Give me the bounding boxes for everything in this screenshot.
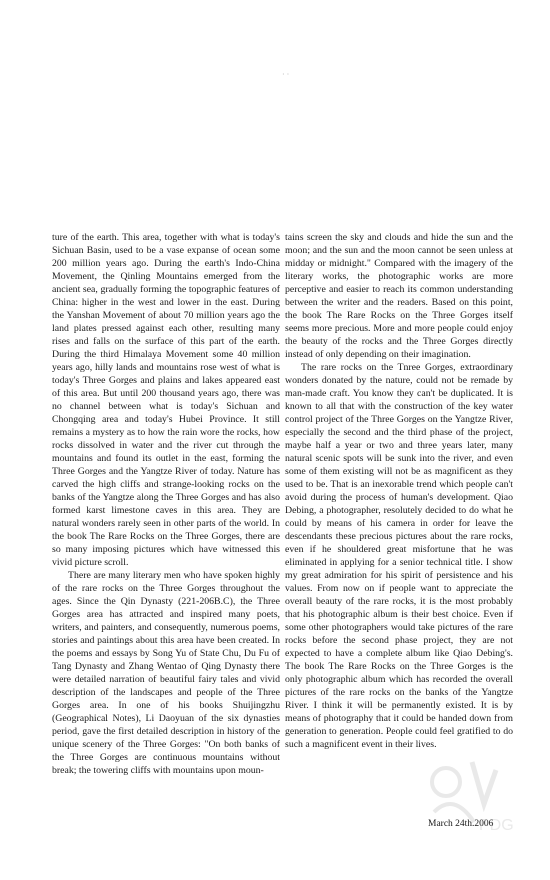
left-column xyxy=(52,231,280,777)
right-paragraph-2: The rare rocks on the Tnree Gorges, extraordinary wonders donated by the nature, could not be remade by man-made craft. You know they can't be duplicated. It is known to all that with the construction of the key water control project of the Three Gorges on the Yangtze River, especially the second and the third phase of the project, maybe half a year or two and three years later, many natural scenic spots will be sunk into the river, and even some of them existing will not be as magnificent as they used to be. That is an inexorable trend which people can't avoid during the process of human's development. Qiao Debing, a photographer, resolutely decided to do what he could by means of his camera in order for leave the descendants these precious pictures about the rare rocks, even if he shouldered great misfortune that he was eliminated in applying for a senior technical title. I show my great admiration for his spirit of persistence and his values. From now on if people want to appreciate the overall beauty of the rare rocks, it is the most probably that his photographic album is their best choice. Even if some other photographers would take pictures of the rare rocks before the second phase project, they are not expected to have a complete album like Qiao Debing's. The book The Rare Rocks on the Three Gorges is the only photographic album which has recorded the overall pictures of the rare rocks on the banks of the Yangtze River. I think it will be permanently existed. It is by means of photography that it could be handed down from generation to generation. People could feel gratified to do such a magnificent event in their lives. xyxy=(285,362,513,750)
watermark-label: PDG xyxy=(479,817,514,834)
left-paragraph-2: There are many literary men who have spoken highly of the rare rocks on the Three Gorges throughout the ages. Since the Qin Dynasty (221-206B.C), the Three Gorges area has attracted and inspired many poets, writers, and painters, and consequently, numerous poems, stories and paintings about this area have been created. In the poems and essays by Song Yu of State Chu, Du Fu of Tang Dynasty and Zhang Wentao of Qing Dynasty there were detailed narration of beautiful fairy tales and vivid description of the landscapes and people of the Three Gorges area. In one of his books Shuijingzhu (Geographical Notes), Li Daoyuan of the six dynasties period, gave the first detailed description in history of the unique scenery of the Three Gorges: "On both banks of the Three Gorges are continuous mountains without break; the towering cliffs with mountains upon moun- xyxy=(52,570,280,776)
header-marks: · · xyxy=(282,70,290,79)
left-paragraph-1: ture of the earth. This area, together with what is today's Sichuan Basin, used to be a vase expanse of ocean some 200 million years ago. During the earth's Indo-China Movement, the Qinling Mountains emerged from the ancient sea, gradually forming the topographic features of China: higher in the west and lower in the east. During the Yanshan Movement of about 70 million years ago the land plates pressed against each other, resulting many rises and falls on the surface of this part of the earth. During the third Himalaya Movement some 40 million years ago, hilly lands and mountains rose west of what is today's Three Gorges and plains and lakes appeared east of this area. But until 200 thousand years ago, there was no channel between what is today's Sichuan and Chongqing area and today's Hubei Province. It still remains a mystery as to how the rain wore the rocks, how rocks dissolved in water and the river cut through the mountains and found its outlet in the east, forming the Three Gorges and the Yangtze River of today. Nature has carved the high cliffs and strange-looking rocks on the banks of the Yangtze along the Three Gorges and has also formed karst limestone caves in this area. They are natural wonders rarely seen in other parts of the world. In the book The Rare Rocks on the Three Gorges, there are so many imposing pictures which have witnessed this vivid picture scroll. xyxy=(52,232,280,568)
right-paragraph-1: tains screen the sky and clouds and hide the sun and the moon; and the sun and the moon cannot be seen unless at midday or midnight." Compared with the imagery of the literary works, the photographic works are more perceptive and easier to reach its common understanding between the writer and the readers. Based on this point, the book The Rare Rocks on the Three Gorges itself seems more precious. More and more people could enjoy the beauty of the rocks and the Three Gorges directly instead of only depending on their imagination. xyxy=(285,232,513,360)
signature-date: March 24th.2006 xyxy=(428,819,494,829)
watermark-stamp xyxy=(424,752,524,842)
right-column xyxy=(285,231,513,751)
